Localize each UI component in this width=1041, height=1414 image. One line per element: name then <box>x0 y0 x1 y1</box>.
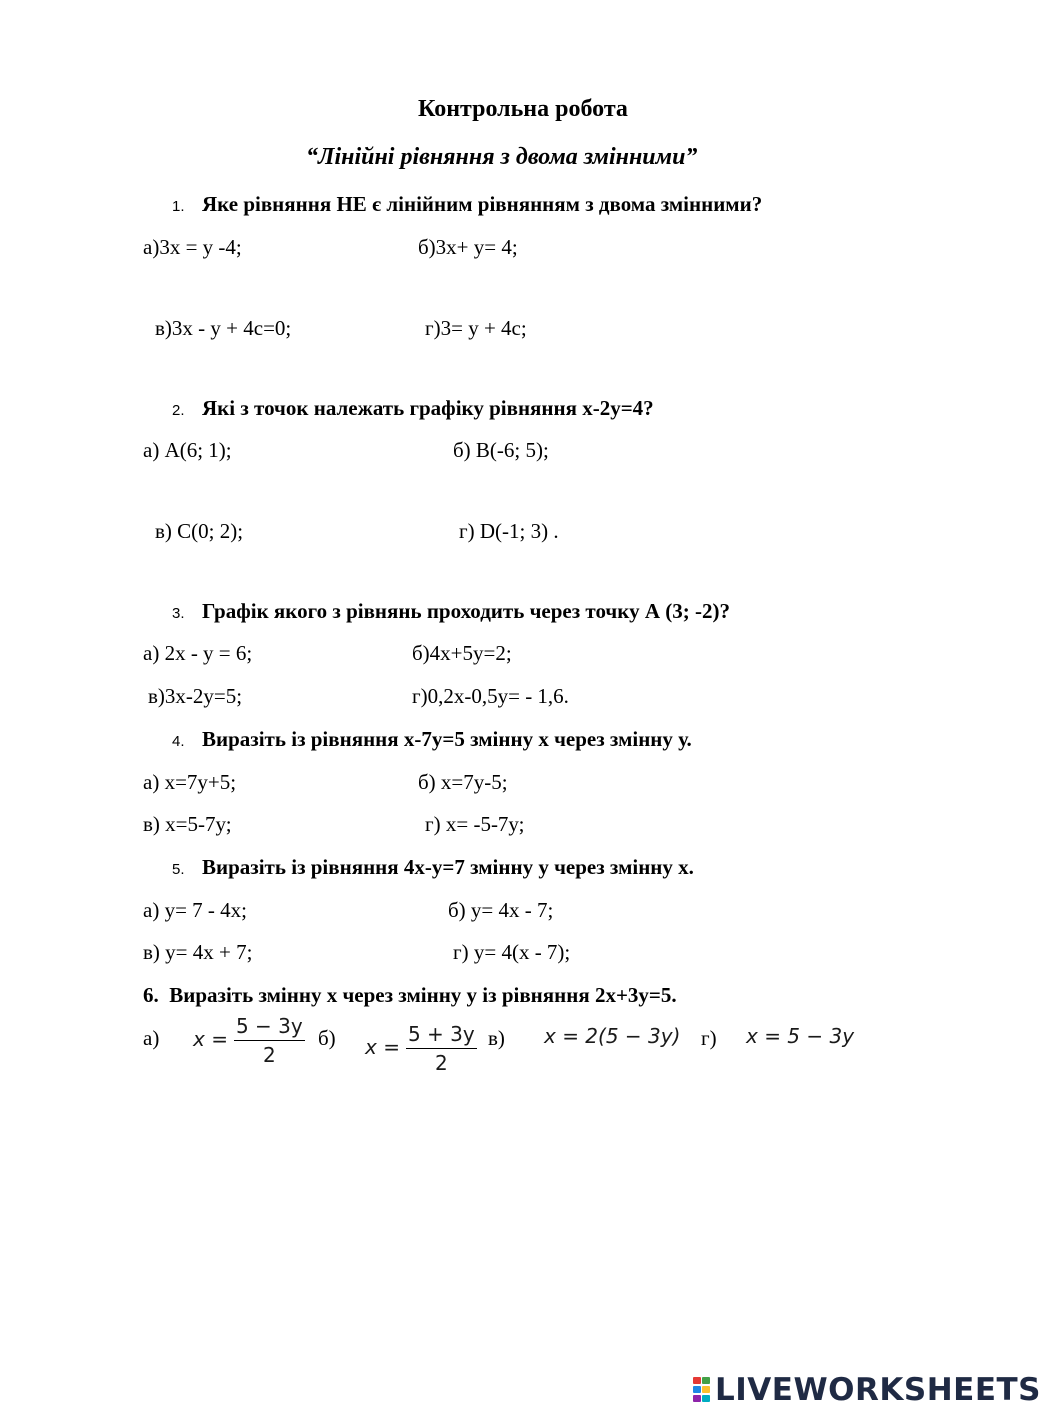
question-1 <box>172 192 762 217</box>
logo-square <box>693 1377 701 1384</box>
answer-option[interactable]: б) х=7у-5; <box>418 770 508 794</box>
question-2 <box>172 396 654 421</box>
logo-square <box>702 1377 710 1384</box>
answer-option[interactable]: г) у= 4(х - 7); <box>453 940 571 964</box>
answer-option[interactable]: а)3х = у -4; <box>143 235 242 259</box>
answer-formula-b[interactable]: x = $\frac{5 + 3y}{2}$ <box>365 1022 475 1075</box>
answer-formula-d[interactable]: x = 5 − 3y <box>746 1024 855 1048</box>
answer-option[interactable]: в) С(0; 2); <box>155 519 244 543</box>
answer-option[interactable]: а) у= 7 - 4х; <box>143 898 247 922</box>
answer-option[interactable]: б) у= 4х - 7; <box>448 898 554 922</box>
question-number: 4. <box>172 733 185 750</box>
logo-square <box>702 1386 710 1393</box>
question-4 <box>172 727 692 752</box>
answer-option[interactable]: в) х=5-7у; <box>143 812 232 836</box>
question-text: Виразіть із рівняння 4х-у=7 змінну у через змінну х. <box>202 855 694 879</box>
question-number: 2. <box>172 402 185 419</box>
answer-option[interactable]: б)3х+ у= 4; <box>418 235 518 259</box>
question-3 <box>172 599 730 624</box>
answer-option[interactable]: а) х=7у+5; <box>143 770 237 794</box>
answer-formula-a[interactable]: x = $\frac{5 - 3y}{2}$ <box>193 1014 303 1067</box>
question-number: 6. <box>143 983 159 1007</box>
answer-option[interactable]: б) В(-6; 5); <box>453 438 549 462</box>
page-title: Контрольна робота <box>418 96 628 122</box>
logo-square <box>693 1395 701 1402</box>
question-text: Графік якого з рівнянь проходить через точку А (3; -2)? <box>202 599 730 623</box>
question-6 <box>143 983 677 1008</box>
question-number: 1. <box>172 198 185 215</box>
question-5 <box>172 855 694 880</box>
answer-option[interactable]: в) у= 4х + 7; <box>143 940 253 964</box>
logo-square <box>702 1395 710 1402</box>
answer-label: г) <box>701 1026 717 1050</box>
question-text: Виразіть змінну х через змінну у із рівняння 2х+3у=5. <box>169 983 677 1007</box>
answer-option[interactable]: а) А(6; 1); <box>143 438 232 462</box>
answer-formula-c[interactable]: x = 2(5 − 3y) <box>544 1024 681 1048</box>
page-subtitle: “Лінійні рівняння з двома змінними” <box>306 144 698 170</box>
question-text: Виразіть із рівняння х-7у=5 змінну х через змінну у. <box>202 727 692 751</box>
answer-label: а) <box>143 1026 160 1050</box>
brand-name: LIVEWORKSHEETS <box>715 1372 1041 1408</box>
question-number: 3. <box>172 605 185 622</box>
question-number: 5. <box>172 861 185 878</box>
liveworksheets-icon <box>693 1377 711 1403</box>
question-text: Які з точок належать графіку рівняння х-2у=4? <box>202 396 654 420</box>
answer-option[interactable]: а) 2х - у = 6; <box>143 641 253 665</box>
answer-option[interactable]: г) х= -5-7у; <box>425 812 525 836</box>
answer-option[interactable]: г)0,2х-0,5у= - 1,6. <box>412 684 569 708</box>
answer-option[interactable]: в)3х - у + 4с=0; <box>155 316 292 340</box>
answer-option[interactable]: г)3= у + 4с; <box>425 316 527 340</box>
answer-option[interactable]: б)4х+5у=2; <box>412 641 512 665</box>
question-text: Яке рівняння НЕ є лінійним рівнянням з двома змінними? <box>202 192 763 216</box>
answer-option[interactable]: г) D(-1; 3) . <box>459 519 559 543</box>
logo-square <box>693 1386 701 1393</box>
liveworksheets-logo[interactable] <box>693 1372 1041 1408</box>
answer-label: в) <box>488 1026 505 1050</box>
answer-option[interactable]: в)3х-2у=5; <box>148 684 243 708</box>
answer-label: б) <box>318 1026 336 1050</box>
